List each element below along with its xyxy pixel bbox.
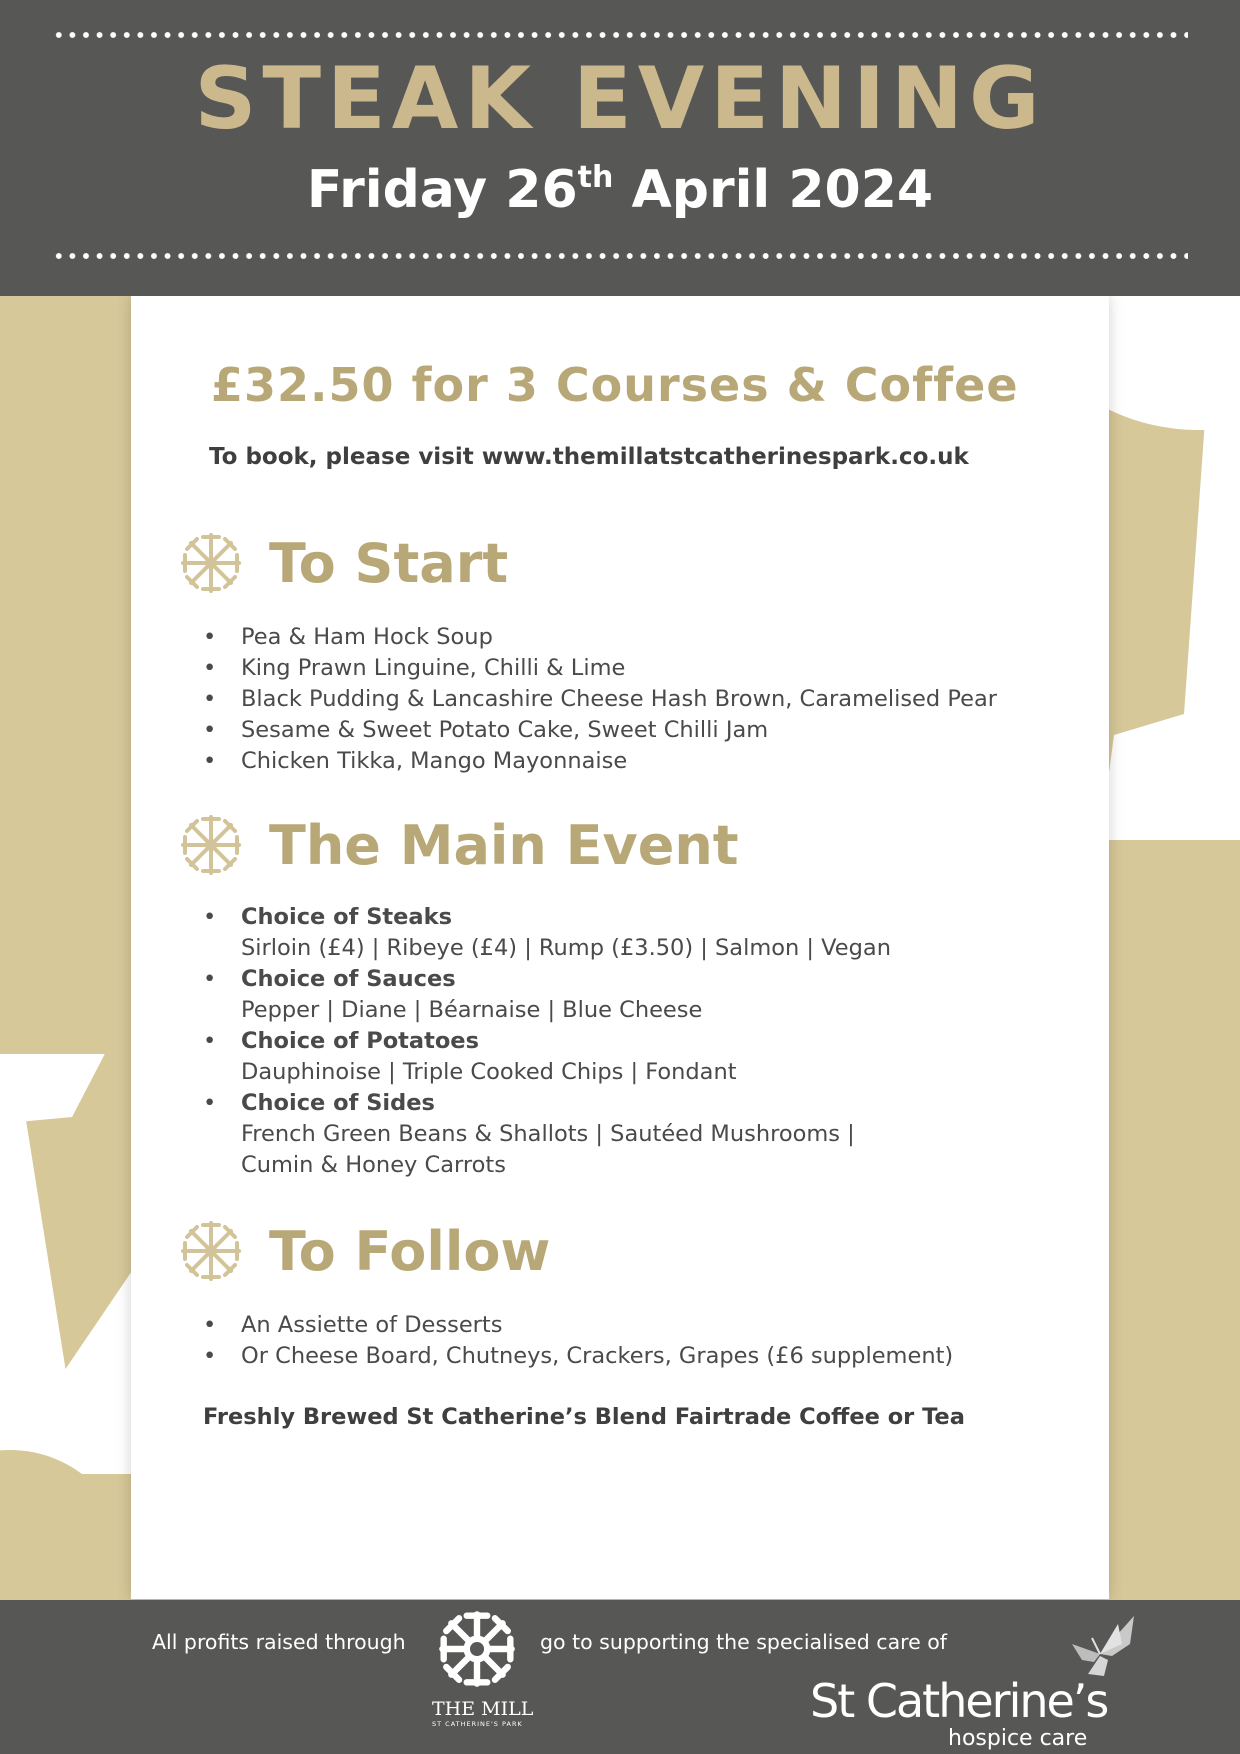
section-heading-start: [179, 528, 508, 598]
list-item: • Sesame & Sweet Potato Cake, Sweet Chilli Jam: [203, 715, 1083, 746]
footer-band: [0, 1600, 1240, 1754]
footer-text-left: All profits raised through: [152, 1630, 406, 1654]
butterfly-icon: [1060, 1614, 1138, 1680]
price-offer: £32.50 for 3 Courses & Coffee: [211, 358, 1019, 412]
list-item: • Pea & Ham Hock Soup: [203, 622, 1083, 653]
hospice-logo-name: St Catherine’s: [810, 1674, 1108, 1728]
date-prefix: Friday 26: [306, 160, 578, 220]
event-title: STEAK EVENING: [194, 49, 1046, 149]
option-values: Sirloin (£4) | Ribeye (£4) | Rump (£3.50) | Salmon | Vegan: [241, 935, 891, 961]
starter-list: [203, 622, 1083, 777]
option-title: • Choice of Steaks: [241, 904, 452, 930]
dotted-divider-bottom: [52, 251, 1188, 261]
mill-logo-name: THE MILL: [432, 1698, 534, 1720]
dotted-divider-top: [52, 30, 1188, 40]
section-title-main: The Main Event: [269, 813, 739, 877]
dessert-list: [203, 1310, 1083, 1372]
option-values: Pepper | Diane | Béarnaise | Blue Cheese: [241, 997, 703, 1023]
menu-card: [131, 296, 1109, 1599]
mill-wheel-icon: [436, 1608, 518, 1690]
option-values: Dauphinoise | Triple Cooked Chips | Fondant: [241, 1059, 737, 1085]
list-item: [203, 1026, 1083, 1088]
list-item: • Or Cheese Board, Chutneys, Crackers, Grapes (£6 supplement): [203, 1341, 1083, 1372]
footer-text-middle: go to supporting the specialised care of: [540, 1630, 947, 1654]
option-title: • Choice of Sides: [241, 1090, 435, 1116]
booking-link[interactable]: To book, please visit www.themillatstcatherinespark.co.uk: [209, 444, 969, 470]
section-title-follow: To Follow: [269, 1219, 551, 1283]
list-item: [203, 902, 1083, 964]
the-mill-logo: [432, 1608, 534, 1728]
list-item: • Chicken Tikka, Mango Mayonnaise: [203, 746, 1083, 777]
list-item: • Black Pudding & Lancashire Cheese Hash Brown, Caramelised Pear: [203, 684, 1083, 715]
hospice-logo-subtitle: hospice care: [948, 1726, 1088, 1751]
date-suffix: April 2024: [631, 160, 934, 220]
header-band: [0, 0, 1240, 296]
option-title: • Choice of Sauces: [241, 966, 456, 992]
mill-logo-subtitle: ST CATHERINE'S PARK: [432, 1720, 523, 1728]
list-item: [203, 964, 1083, 1026]
list-item: [203, 1088, 1083, 1181]
mill-wheel-icon: [179, 531, 243, 595]
option-title: • Choice of Potatoes: [241, 1028, 479, 1054]
decor-shape-left-wedge: [0, 1054, 131, 1474]
option-values: Cumin & Honey Carrots: [241, 1152, 506, 1178]
date-suffix-ordinal: th: [577, 160, 614, 195]
decor-shape-right-wedge: [1100, 420, 1240, 840]
section-title-start: To Start: [269, 531, 509, 595]
section-heading-follow: [179, 1216, 550, 1286]
coffee-note: Freshly Brewed St Catherine’s Blend Fairtrade Coffee or Tea: [203, 1404, 965, 1430]
section-heading-main: [179, 810, 739, 880]
main-options-list: [203, 902, 1083, 1181]
mill-wheel-icon: [179, 1219, 243, 1283]
list-item: • An Assiette of Desserts: [203, 1310, 1083, 1341]
event-date: [0, 160, 1240, 220]
list-item: • King Prawn Linguine, Chilli & Lime: [203, 653, 1083, 684]
st-catherines-hospice-logo: [810, 1614, 1140, 1751]
option-values: French Green Beans & Shallots | Sautéed Mushrooms |: [241, 1121, 855, 1147]
mill-wheel-icon: [179, 813, 243, 877]
